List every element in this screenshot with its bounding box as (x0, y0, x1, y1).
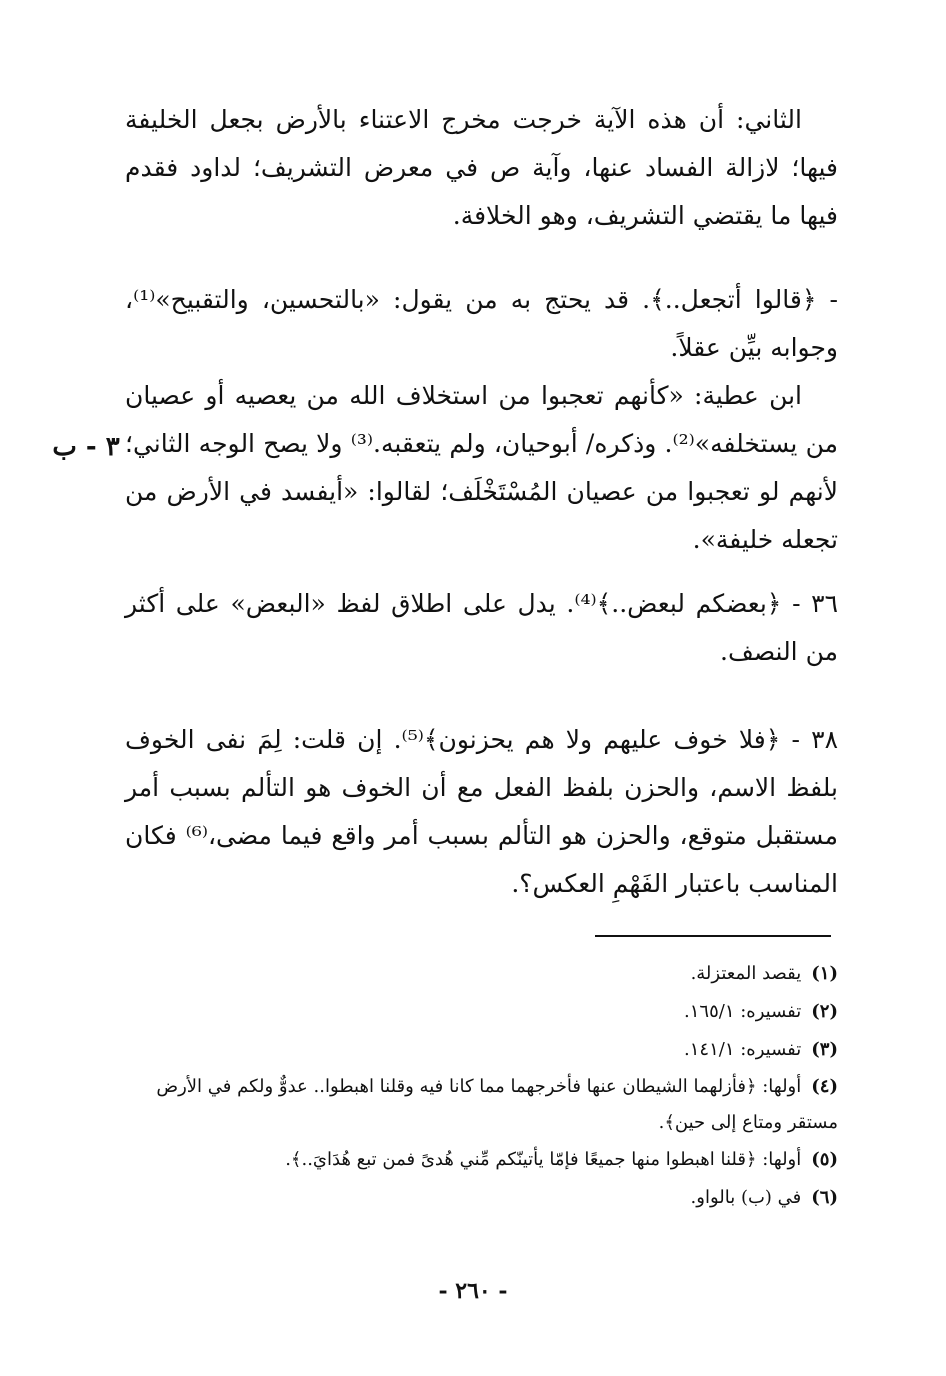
footnote-number: (٦) (811, 1187, 838, 1208)
footnote-text: يقصد المعتزلة. (690, 963, 802, 984)
footnote-item (125, 955, 838, 993)
paragraph-qalu-atajal: - ﴿قالوا أتجعل..﴾. قد يحتج به من يقول: «بالتحسين، والتقبيح»⁽¹⁾، وجوابه بيِّن عقلاً. (125, 285, 838, 362)
footnote-number: (٣) (811, 1039, 838, 1060)
paragraph-second-reason: الثاني: أن هذه الآية خرجت مخرج الاعتناء بالأرض بجعل الخليفة فيها؛ لازالة الفساد عنها، وآية ص في معرض التشريف؛ لداود فقدم فيها ما يقتضي التشريف، وهو الخلافة. (125, 105, 838, 230)
footnote-number: (١) (811, 963, 838, 984)
paragraph-verse-38: ٣٨ - ﴿فلا خوف عليهم ولا هم يحزنون﴾⁽⁵⁾. إن قلت: لِمَ نفى الخوف بلفظ الاسم، والحزن بلفظ الفعل مع أن الخوف هو التألم بسبب أمر مستقبل متوقع، والحزن هو التألم بسبب أمر واقع فيما مضى،⁽⁶⁾ فكان المناسب باعتبار الفَهْمِ العكس؟. (125, 725, 838, 898)
manuscript-folio-marker: ٣ - ب (52, 432, 120, 462)
footnote-text: أولها: ﴿قلنا اهبطوا منها جميعًا فإمّا يأتينّكم مِّني هُدىً فمن تبع هُدَايَ..﴾. (285, 1149, 802, 1170)
footnote-number: (٢) (811, 1001, 838, 1022)
footnote-separator (595, 935, 831, 937)
footnote-item (125, 1031, 838, 1069)
footnote-item (125, 1069, 838, 1141)
paragraph-verse-36: ٣٦ - ﴿بعضكم لبعض..﴾⁽⁴⁾. يدل على اطلاق لفظ «البعض» على أكثر من النصف. (125, 589, 838, 666)
paragraph-ibn-atiyya: ابن عطية: «كأنهم تعجبوا من استخلاف الله من يعصيه أو عصيان من يستخلفه»⁽²⁾. وذكره/ أبوحيان، ولم يتعقبه.⁽³⁾ ولا يصح الوجه الثاني؛ لأنهم لو تعجبوا من عصيان المُسْتَخْلَف؛ لقالوا: «أيفسد في الأرض من تجعله خليفة». (125, 381, 838, 554)
footnote-item (125, 993, 838, 1031)
page-number: - ٢٦٠ - (438, 1278, 508, 1304)
footnote-number: (٥) (811, 1149, 838, 1170)
footnote-text: في (ب) بالواو. (690, 1187, 802, 1208)
footnote-text: تفسيره: ١٦٥/١. (684, 1001, 802, 1022)
footnote-item (125, 1179, 838, 1217)
footnote-text: تفسيره: ١٤١/١. (684, 1039, 802, 1060)
footnotes-section (125, 955, 838, 1217)
footnote-number: (٤) (811, 1076, 838, 1097)
footnote-item (125, 1141, 838, 1179)
footnote-text: أولها: ﴿فأزلهما الشيطان عنها فأخرجهما مما كانا فيه وقلنا اهبطوا.. عدوٌّ ولكم في الأرض مستقر ومتاع إلى حين﴾. (156, 1076, 838, 1133)
